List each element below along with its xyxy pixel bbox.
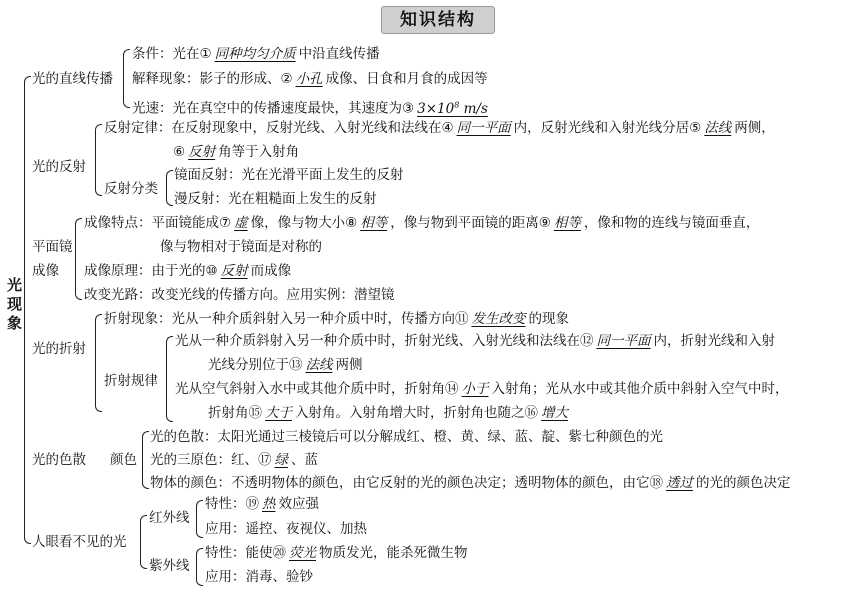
brace-s6 bbox=[140, 515, 147, 569]
s3-line3: 成像原理：由于光的⑩ 反射 而成像 bbox=[84, 263, 292, 279]
brace-s4-law bbox=[166, 336, 173, 422]
s6-uv-line2: 应用：消毒、验钞 bbox=[205, 569, 313, 585]
s6-ir-line1: 特性：⑲ 热 效应强 bbox=[205, 496, 319, 512]
root-topic: 光现象 bbox=[7, 276, 23, 332]
section-refraction: 光的折射 bbox=[32, 341, 86, 357]
s1-line2: 解释现象：影子的形成、② 小孔 成像、日食和月食的成因等 bbox=[132, 71, 488, 87]
brace-s4 bbox=[95, 314, 102, 412]
s2-classification: 反射分类 bbox=[104, 181, 158, 197]
s4-rule2: 光线分别位于⑬ 法线 两侧 bbox=[208, 357, 363, 373]
section-dispersion: 光的色散 bbox=[32, 452, 86, 468]
s2-diffuse: 漫反射：光在粗糙面上发生的反射 bbox=[174, 191, 377, 207]
section-plane-mirror-1: 平面镜 bbox=[32, 239, 73, 255]
s3-line2: 像与物相对于镜面是对称的 bbox=[160, 239, 322, 255]
page-title: 知识结构 bbox=[381, 6, 495, 34]
s6-infrared: 红外线 bbox=[149, 510, 190, 526]
s6-ir-line2: 应用：遥控、夜视仪、加热 bbox=[205, 521, 367, 537]
s3-line4: 改变光路：改变光线的传播方向。应用实例：潜望镜 bbox=[84, 287, 395, 303]
brace-s6-uv bbox=[196, 548, 203, 586]
s1-line3: 光速：光在真空中的传播速度最快，其速度为③ $3\times 10^8$ m/s bbox=[132, 100, 488, 117]
s2-specular: 镜面反射：光在光滑平面上发生的反射 bbox=[174, 167, 404, 183]
s2-law-line2: ⑥ 反射 角等于入射角 bbox=[173, 144, 300, 160]
s3-line1: 成像特点：平面镜能成⑦ 虚 像，像与物大小⑧ 相等 ，像与物到平面镜的距离⑨ 相等 ，像和物的连线与镜面垂直， bbox=[84, 215, 760, 231]
brace-s3 bbox=[75, 218, 82, 300]
brace-s5 bbox=[142, 431, 149, 489]
s5-line2: 光的三原色：红、⑰ 绿 、蓝 bbox=[150, 452, 318, 468]
brace-s1 bbox=[123, 49, 130, 108]
brace-s2 bbox=[95, 124, 102, 196]
s6-ultraviolet: 紫外线 bbox=[149, 558, 190, 574]
s5-line3: 物体的颜色：不透明物体的颜色，由它反射的光的颜色决定；透明物体的颜色，由它⑱ 透过 的光的颜色决定 bbox=[150, 475, 791, 491]
section-invisible-light: 人眼看不见的光 bbox=[32, 534, 127, 550]
section-straight-line: 光的直线传播 bbox=[32, 71, 113, 87]
s1-line1: 条件：光在① 同种均匀介质 中沿直线传播 bbox=[132, 46, 380, 62]
s4-rule4: 折射角⑮ 大于 入射角。入射角增大时，折射角也随之⑯ 增大 bbox=[208, 405, 568, 421]
s5-line1: 光的色散：太阳光通过三棱镜后可以分解成红、橙、黄、绿、蓝、靛、紫七种颜色的光 bbox=[150, 429, 663, 445]
s4-rule3: 光从空气斜射入水中或其他介质中时，折射角⑭ 小于 入射角；光从水中或其他介质中斜射入空气中时， bbox=[175, 381, 789, 397]
s4-rule1: 光从一种介质斜射入另一种介质中时，折射光线、入射光线和法线在⑫ 同一平面 内，折射光线和入射 bbox=[175, 333, 775, 349]
section-plane-mirror-2: 成像 bbox=[32, 263, 59, 279]
s4-law: 折射规律 bbox=[104, 373, 158, 389]
s2-law-line1: 反射定律：在反射现象中，反射光线、入射光线和法线在④ 同一平面 内，反射光线和入射光线分居⑤ 法线 两侧， bbox=[104, 120, 775, 136]
brace-s2-cls bbox=[166, 170, 173, 206]
section-reflection: 光的反射 bbox=[32, 159, 86, 175]
s4-phenomenon: 折射现象：光从一种介质斜射入另一种介质中时，传播方向⑪ 发生改变 的现象 bbox=[104, 311, 569, 327]
s6-uv-line1: 特性：能使⑳ 荧光 物质发光，能杀死微生物 bbox=[205, 545, 468, 561]
root-brace bbox=[24, 76, 31, 544]
brace-s6-ir bbox=[196, 500, 203, 538]
s5-color-label: 颜色 bbox=[110, 452, 137, 468]
